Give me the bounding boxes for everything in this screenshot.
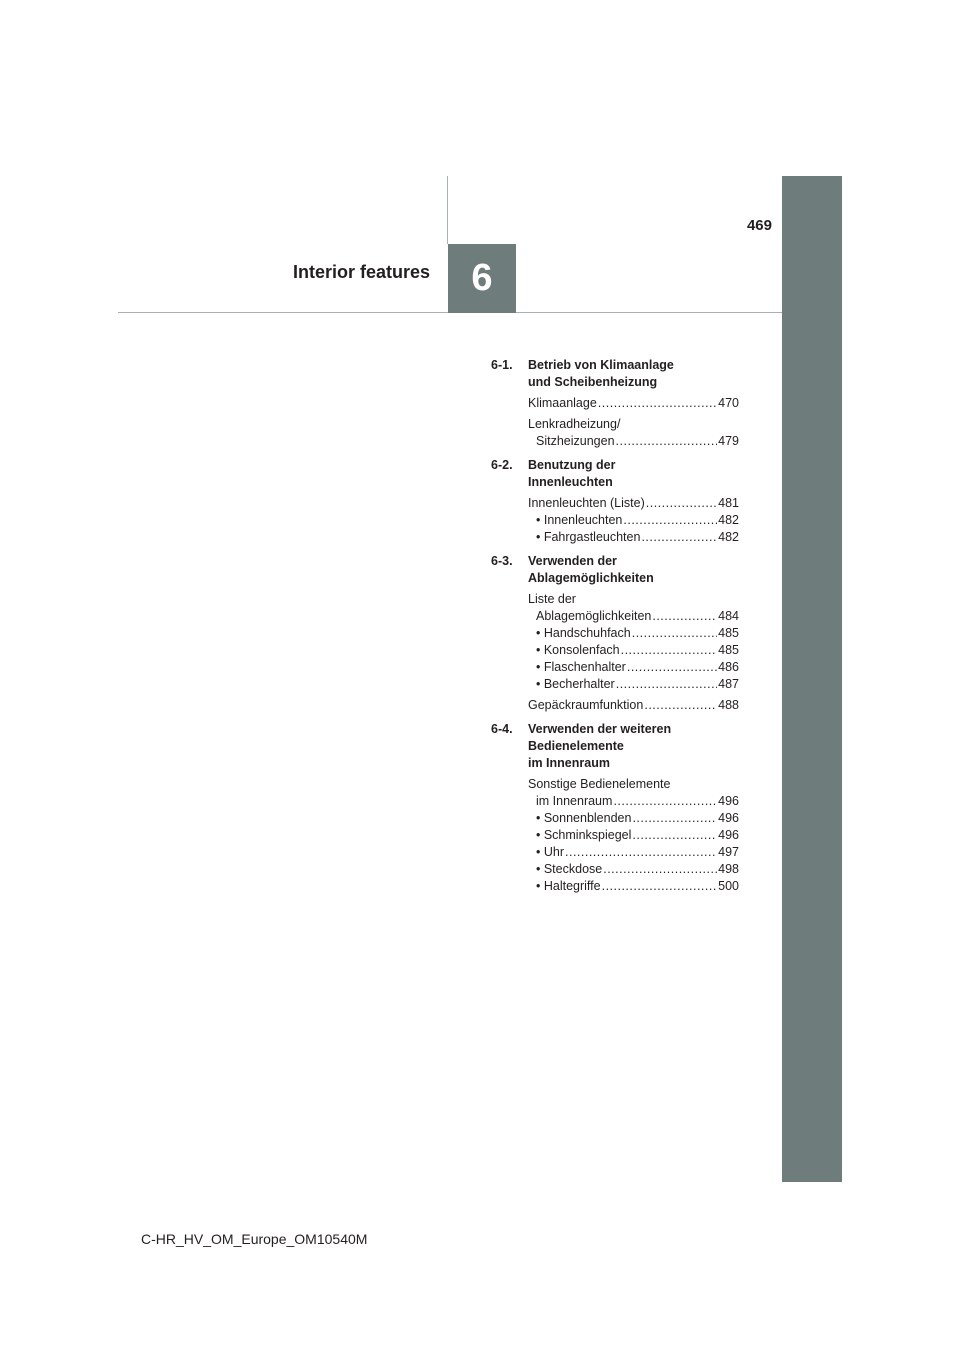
toc-entry-page: 496 (718, 794, 739, 808)
toc-entry[interactable] (528, 529, 739, 546)
toc-entry[interactable] (528, 625, 739, 642)
toc-entry-page: 470 (718, 396, 739, 410)
toc-leader-dots (616, 676, 717, 693)
toc-entry[interactable] (528, 878, 739, 895)
toc-entry-text: • Fahrgastleuchten (536, 530, 641, 544)
toc-entry[interactable] (528, 495, 739, 512)
toc-entry[interactable] (528, 776, 739, 793)
toc-leader-dots (632, 827, 717, 844)
toc-section-number: 6-3. (491, 554, 513, 568)
toc-section-heading (491, 357, 739, 391)
toc-entry-text: • Haltegriffe (536, 879, 601, 893)
toc-leader-dots (613, 793, 717, 810)
toc-entry[interactable] (528, 793, 739, 810)
toc-entry-page: 485 (718, 626, 739, 640)
table-of-contents (491, 357, 739, 902)
toc-entry-text: • Uhr (536, 845, 564, 859)
toc-entry[interactable] (528, 512, 739, 529)
page-number: 469 (746, 217, 772, 234)
toc-entry-text: Klimaanlage (528, 396, 597, 410)
toc-entry-text: • Schminkspiegel (536, 828, 632, 842)
toc-entry-page: 479 (718, 434, 739, 448)
header-vertical-rule (447, 176, 448, 244)
toc-entry[interactable] (528, 591, 739, 608)
toc-entry-page: 487 (718, 677, 739, 691)
toc-entry-text: • Sonnenblenden (536, 811, 632, 825)
toc-leader-dots (632, 810, 717, 827)
toc-entry-group (528, 395, 739, 412)
toc-section-title-line: Bedienelemente (528, 739, 624, 753)
toc-entry-page: 485 (718, 643, 739, 657)
toc-entry-text: • Handschuhfach (536, 626, 631, 640)
toc-section-title-line: im Innenraum (528, 756, 610, 770)
toc-section-title-line: Verwenden der (528, 554, 617, 568)
toc-section-heading (491, 721, 739, 772)
toc-leader-dots (598, 395, 717, 412)
toc-entry-text: Liste der (528, 592, 576, 606)
toc-entry-text: • Flaschenhalter (536, 660, 626, 674)
toc-section-number: 6-1. (491, 358, 513, 372)
toc-section-title (528, 357, 739, 391)
toc-section (491, 357, 739, 450)
toc-leader-dots (644, 697, 717, 714)
toc-entry-page: 498 (718, 862, 739, 876)
toc-entry[interactable] (528, 697, 739, 714)
toc-section-title-line: und Scheibenheizung (528, 375, 658, 389)
toc-entry-group (528, 416, 739, 450)
toc-section-title (528, 553, 739, 587)
toc-leader-dots (603, 861, 717, 878)
toc-section-heading (491, 457, 739, 491)
toc-entry-page: 481 (718, 496, 739, 510)
toc-entry-page: 482 (718, 530, 739, 544)
chapter-title: Interior features (292, 262, 430, 282)
toc-entry-page: 500 (718, 879, 739, 893)
toc-entry[interactable] (528, 433, 739, 450)
toc-section (491, 721, 739, 895)
toc-entry[interactable] (528, 608, 739, 625)
toc-leader-dots (616, 433, 718, 450)
chapter-number: 6 (471, 257, 493, 299)
toc-section-title (528, 457, 739, 491)
toc-entry-group (528, 776, 739, 895)
toc-section-title-line: Benutzung der (528, 458, 616, 472)
toc-entry-page: 488 (718, 698, 739, 712)
toc-entry[interactable] (528, 827, 739, 844)
toc-leader-dots (632, 625, 717, 642)
toc-section-number: 6-2. (491, 458, 513, 472)
toc-entry[interactable] (528, 844, 739, 861)
toc-section (491, 457, 739, 546)
toc-entry-page: 486 (718, 660, 739, 674)
toc-entry-page: 497 (718, 845, 739, 859)
toc-section-number: 6-4. (491, 722, 513, 736)
toc-entry[interactable] (528, 861, 739, 878)
toc-leader-dots (602, 878, 718, 895)
toc-leader-dots (565, 844, 717, 861)
toc-entry-group (528, 591, 739, 693)
toc-leader-dots (627, 659, 717, 676)
chapter-side-tab (782, 176, 842, 1182)
toc-section-title-line: Verwenden der weiteren (528, 722, 672, 736)
toc-entry-text: • Innenleuchten (536, 513, 623, 527)
toc-leader-dots (621, 642, 718, 659)
toc-section-title-line: Ablagemöglichkeiten (528, 571, 654, 585)
toc-entry[interactable] (528, 642, 739, 659)
toc-entry-text: Innenleuchten (Liste) (528, 496, 645, 510)
toc-leader-dots (652, 608, 717, 625)
toc-leader-dots (641, 529, 717, 546)
toc-leader-dots (646, 495, 717, 512)
toc-section-heading (491, 553, 739, 587)
footer-doc-code: C-HR_HV_OM_Europe_OM10540M (141, 1231, 368, 1247)
toc-entry-text: Sitzheizungen (536, 434, 615, 448)
toc-entry-group (528, 697, 739, 714)
toc-section (491, 553, 739, 714)
toc-entry-text: • Becherhalter (536, 677, 615, 691)
toc-entry-text: Ablagemöglichkeiten (536, 609, 652, 623)
toc-entry[interactable] (528, 416, 739, 433)
toc-entry-text: Gepäckraumfunktion (528, 698, 644, 712)
toc-entry[interactable] (528, 659, 739, 676)
toc-entry[interactable] (528, 810, 739, 827)
toc-section-title (528, 721, 739, 772)
toc-entry-text: Sonstige Bedienelemente (528, 777, 671, 791)
toc-entry-text: im Innenraum (536, 794, 613, 808)
toc-leader-dots (623, 512, 717, 529)
toc-entry[interactable] (528, 395, 739, 412)
chapter-number-box (448, 244, 516, 313)
toc-entry-page: 496 (718, 828, 739, 842)
toc-entry[interactable] (528, 676, 739, 693)
toc-entry-group (528, 495, 739, 546)
toc-entry-page: 484 (718, 609, 739, 623)
toc-entry-page: 496 (718, 811, 739, 825)
toc-section-title-line: Betrieb von Klimaanlage (528, 358, 674, 372)
toc-section-title-line: Innenleuchten (528, 475, 613, 489)
toc-entry-page: 482 (718, 513, 739, 527)
toc-entry-text: • Steckdose (536, 862, 603, 876)
toc-entry-text: • Konsolenfach (536, 643, 620, 657)
toc-entry-text: Lenkradheizung/ (528, 417, 621, 431)
